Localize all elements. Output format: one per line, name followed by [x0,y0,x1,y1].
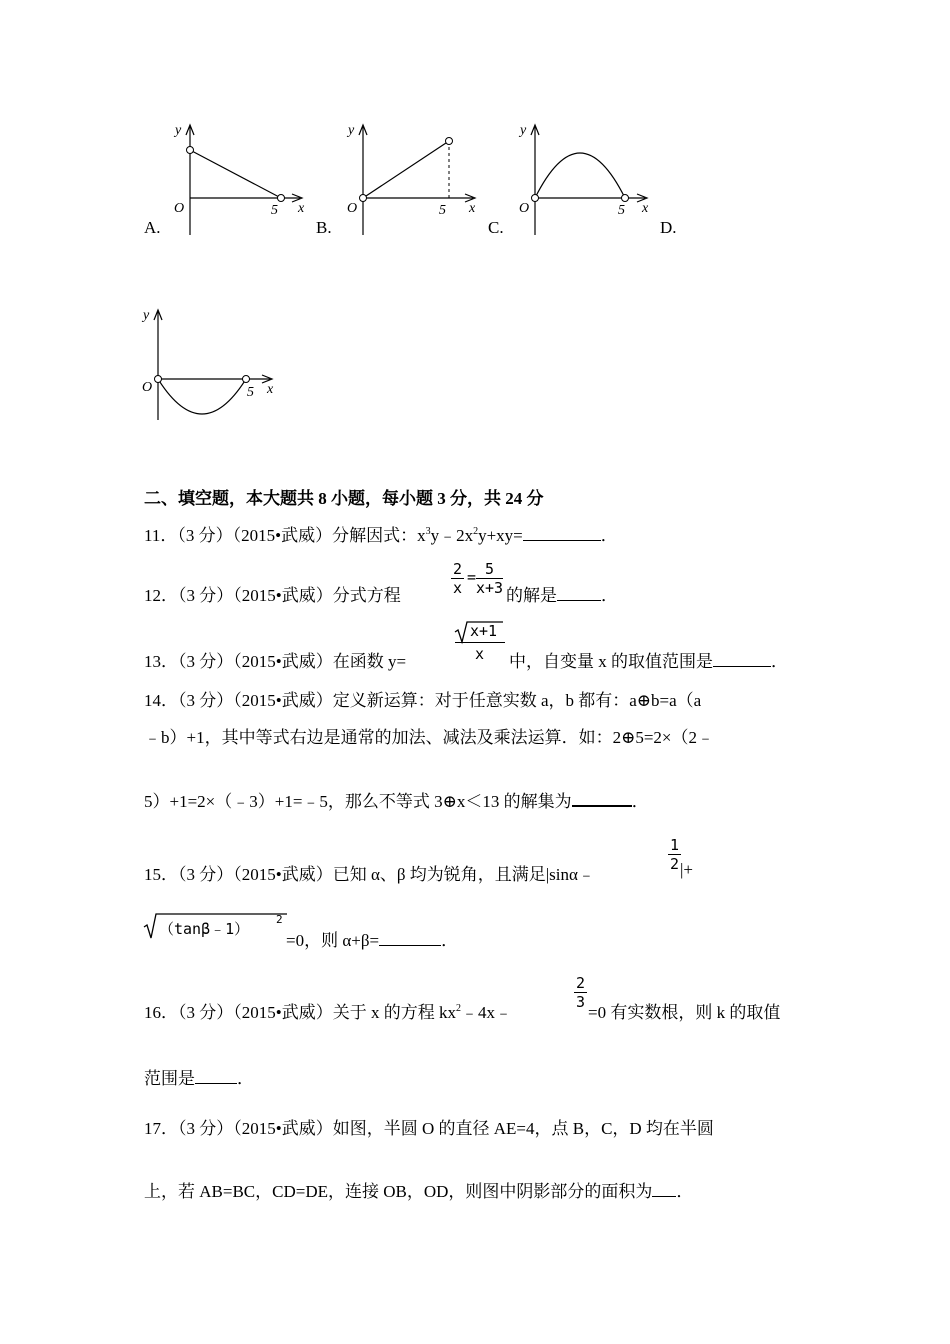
answer-blank[interactable] [379,931,441,946]
question-number: 15． [144,865,178,884]
question-score: （3 分） [178,1119,234,1138]
x-axis-label: x [642,201,649,216]
origin-label: O [519,201,530,216]
question-text: =0 有实数根，则 k 的取值 [588,1003,781,1022]
denominator: x+3 [476,579,504,597]
question-12 [144,581,401,606]
question-score: （3 分） [177,526,233,545]
question-number: 12． [144,586,178,605]
question-text: ﹣4x﹣ [460,1003,512,1022]
numerator: 5 [476,560,503,579]
question-source: （2015•武威） [232,526,333,545]
five-label: 5 [247,385,254,400]
option-a-label: A. [144,218,161,237]
question-score: （3 分） [178,652,234,671]
answer-blank[interactable] [523,526,601,541]
question-score: （3 分） [178,865,234,884]
question-number: 14． [144,691,178,710]
denominator: 3 [576,993,586,1011]
fraction-5-over-x-plus-3 [476,560,503,597]
question-number: 17． [144,1119,178,1138]
period: ． [600,526,618,545]
option-b-label: B. [316,218,332,237]
question-14 [144,686,701,711]
question-number: 13． [144,652,178,671]
origin-label: O [174,201,185,216]
question-12-tail [506,581,618,606]
question-14-line3 [144,787,649,812]
question-15 [144,860,595,885]
period: ． [631,792,649,811]
question-number: 11． [144,526,178,545]
answer-blank[interactable] [713,652,771,667]
question-13-tail [509,647,788,672]
numerator: 2 [576,974,586,992]
question-text: y+xy= [478,526,523,545]
five-label: 5 [439,203,446,218]
answer-blank[interactable] [557,586,601,601]
period: ． [441,931,459,950]
question-13 [144,647,406,672]
question-text: y﹣2x [430,526,474,545]
question-source: （2015•武威） [233,652,333,671]
answer-blank[interactable] [572,791,632,807]
question-source: （2015•武威） [233,586,333,605]
numerator: 1 [670,836,680,854]
denominator: x [475,645,485,663]
question-16-line2 [144,1064,254,1089]
denominator: x [453,579,463,597]
radicand: x+1 [470,622,498,640]
question-text: 上，若 AB=BC，CD=DE，连接 OB，OD，则图中阴影部分的面积为 [144,1182,653,1201]
question-text: 在函数 y= [332,652,407,671]
question-score: （3 分） [178,586,234,605]
numerator: 2 [453,560,463,578]
question-14-line2: ﹣b）+1，其中等式右边是通常的加法、减法及乘法运算．如：2⊕5=2×（2﹣ [144,728,715,747]
y-axis-label: y [348,123,355,138]
question-text: 的解是 [506,586,557,605]
y-axis-label: y [520,123,527,138]
question-score: （3 分） [178,691,234,710]
exponent: 3 [425,526,431,537]
origin-label: O [142,380,153,395]
fraction-2-over-x [451,560,464,597]
x-axis-label: x [298,201,305,216]
graph-c [505,115,665,240]
graph-b [333,115,493,240]
period: ． [237,1069,254,1088]
radicand: （tanβ﹣1） [159,920,250,938]
equals-sign: = [467,568,477,586]
question-16 [144,998,512,1023]
graph-d [128,300,288,425]
option-d-label: D. [660,218,677,237]
question-15-tail [286,926,458,951]
exponent: 2 [473,526,479,537]
question-17 [144,1114,714,1139]
question-source: （2015•武威） [233,1119,333,1138]
question-source: （2015•武威） [233,1003,333,1022]
answer-blank[interactable] [195,1069,237,1084]
question-text: 关于 x 的方程 kx [332,1003,456,1022]
x-axis-label: x [267,382,274,397]
fraction-2-over-3 [574,974,587,1011]
option-c-label: C. [488,218,504,237]
question-source: （2015•武威） [233,691,333,710]
question-text: =0，则 α+β= [286,931,380,950]
period: ． [601,586,618,605]
question-score: （3 分） [178,1003,234,1022]
question-text: 分解因式：x [332,526,426,545]
x-axis-label: x [469,201,476,216]
period: ． [676,1182,694,1201]
answer-blank[interactable] [652,1182,676,1197]
denominator: 2 [670,855,680,873]
exponent: 2 [276,913,283,926]
fraction-bar [455,642,505,643]
question-text: 中，自变量 x 的取值范围是 [509,652,713,671]
five-label: 5 [271,203,278,218]
y-axis-label: y [175,123,182,138]
origin-label: O [347,201,358,216]
exponent: 2 [455,1003,461,1014]
five-label: 5 [618,203,625,218]
section-heading: 二、填空题，本大题共 8 小题，每小题 3 分，共 24 分 [144,489,544,508]
question-number: 16． [144,1003,178,1022]
question-17-line2 [144,1177,693,1202]
question-text: 分式方程 [332,586,401,605]
question-source: （2015•武威） [233,865,333,884]
question-text: |+ [680,860,693,879]
y-axis-label: y [143,308,150,323]
question-text: 如图，半圆 O 的直径 AE=4，点 B，C，D 均在半圆 [332,1119,714,1138]
question-text: 5）+1=2×（﹣3）+1=﹣5，那么不等式 3⊕x＜13 的解集为 [144,792,572,811]
question-text: 定义新运算：对于任意实数 a，b 都有：a⊕b=a（a [332,691,702,710]
question-text: 已知 α、β 均为锐角，且满足|sinα﹣ [332,865,595,884]
question-11 [144,521,618,546]
graph-a [160,115,320,240]
question-text: 范围是 [144,1069,195,1088]
period: ． [771,652,788,671]
